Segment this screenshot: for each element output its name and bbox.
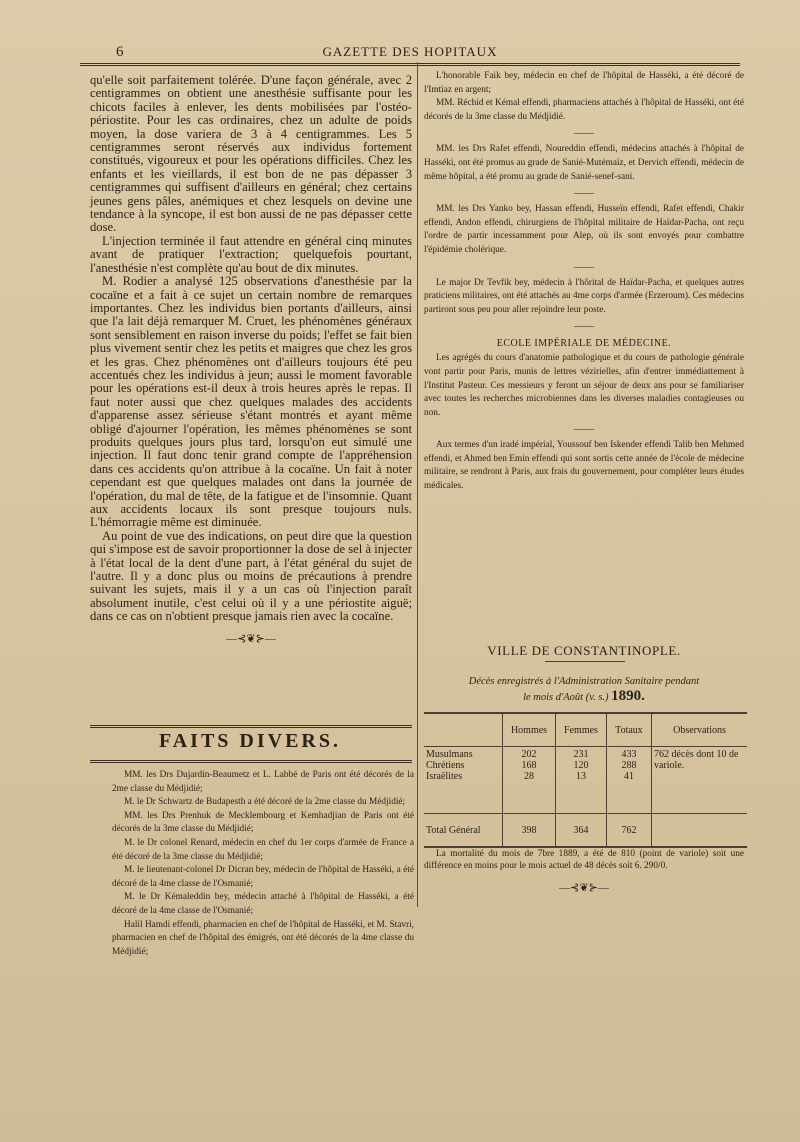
separator: —— bbox=[574, 261, 594, 273]
news-item: MM. Réchid et Kémal effendi, pharmaciens attachés à l'hôpital de Hasséki, ont été décorés de la 3me classe du Médjidié. bbox=[424, 98, 744, 122]
news-item: MM. les Drs Rafet effendi, Noureddin effendi, médecins attachés à l'hôpital de Hasséki, ont été promus au grade de Sanié-Mutémaïz, et Dervich effendi, médecin de même hôpital, a été promu au grade de Sanié-senef-sani. bbox=[424, 144, 744, 182]
section-rule bbox=[90, 725, 412, 728]
cell: 13 bbox=[576, 771, 586, 782]
separator: —— bbox=[574, 424, 594, 436]
total-femmes: 364 bbox=[556, 814, 607, 848]
left-column-article bbox=[90, 74, 412, 653]
cell: 120 bbox=[573, 760, 589, 771]
fleuron-ornament: —⊰❦⊱— bbox=[226, 632, 276, 645]
total-observations bbox=[652, 814, 748, 848]
cell: 202 bbox=[521, 749, 537, 760]
news-item: M. le Dr Schwartz de Budapesth a été décoré de la 2me classe du Médjidié; bbox=[124, 797, 406, 808]
label-musulmans: Musulmans bbox=[426, 749, 473, 760]
cell: 231 bbox=[573, 749, 589, 760]
journal-title: GAZETTE DES HOPITAUX bbox=[322, 44, 498, 59]
ecole-title: ECOLE IMPÉRIALE DE MÉDECINE. bbox=[496, 338, 672, 350]
news-item: Aux termes d'un iradé impérial, Youssouf ben Iskender effendi Talib ben Mehmed effendi, et Ahmed ben Emin effendi qui sont sortis cette année de l'école de médecine militaire, se rendront à Paris, aux frais du gouvernement, pour compléter leurs études médicales. bbox=[424, 440, 744, 492]
article-paragraph: L'injection terminée il faut attendre en général cinq minutes avant de pratiquer l'extraction; quelquefois pourtant, l'anesthésie n'est complète qu'au bout de dix minutes. bbox=[90, 233, 412, 275]
row-labels bbox=[424, 747, 503, 814]
table-header-blank bbox=[424, 713, 503, 747]
header-rule bbox=[80, 63, 740, 66]
total-hommes: 398 bbox=[503, 814, 556, 848]
news-item: M. le lieutenant-colonel Dr Dicran bey, médecin de l'hôpital de Hasséki, a été décoré de la 4me classe de l'Osmanié; bbox=[112, 865, 414, 889]
news-item: Halil Hamdi effendi, pharmacien en chef de l'hôpital de Hasséki, et M. Stavri, pharmacien en chef de l'hôpital des émigrés, ont été décorés de la 4me classe du Médjidié; bbox=[112, 919, 414, 957]
fleuron-ornament-2: —⊰❦⊱— bbox=[559, 882, 609, 894]
deces-subtitle bbox=[424, 674, 744, 705]
article-paragraph: qu'elle soit parfaitement tolérée. D'une façon générale, avec 2 centigrammes on obtient une anesthésie suffisante pour les chicots faciles à enlever, les dents mobilisées par l'ostéo-périostite. Pour les cas ordinaires, chez un adulte de poids moyen, la dose variera de 3 à 4 centigrammes. Les 5 centigrammes seront réservés aux individus fortement constitués, vigoureux et pour les opérations difficiles. Chez les enfants et les vieillards, il est bon de ne pas dépasser 3 centigrammes qui suffisent d'ailleurs en général; chez certains jeunes gens pâles, anémiques et chez lesquels on devine une tendance à la syncope, il est bon aussi de ne pas dépasser cette dose. bbox=[90, 73, 412, 235]
table-row bbox=[424, 747, 747, 814]
cell: 41 bbox=[624, 771, 634, 782]
ville-title: VILLE DE CONSTANTINOPLE. bbox=[487, 643, 681, 658]
separator: —— bbox=[574, 188, 594, 200]
faits-divers-title: FAITS DIVERS. bbox=[159, 730, 341, 752]
femmes-cells bbox=[556, 747, 607, 814]
subtitle-line: Décès enregistrés à l'Administration Sanitaire pendant bbox=[468, 676, 700, 687]
article-paragraph: Au point de vue des indications, on peut dire que la question qui s'impose est de savoir proportionner la dose de sel à injecter à l'état local de la dent d'une part, à l'état général du sujet de l'autre. Il y a donc plus ou moins de précautions à prendre suivant les sujets, mais il y a un cas où l'injection paraît absolument inutile, c'est celui où il y a une périostite aiguë; dans ce cas on n'obtient presque jamais rien avec la cocaïne. bbox=[90, 528, 412, 624]
table-header-hommes: Hommes bbox=[503, 713, 556, 747]
year: 1890. bbox=[611, 688, 645, 704]
separator: —— bbox=[574, 128, 594, 140]
cell: 288 bbox=[621, 760, 637, 771]
news-item: L'honorable Faik bey, médecin en chef de l'hôpital de Hasséki, a été décoré de l'Imtiaz en argent; bbox=[424, 71, 744, 95]
column-divider bbox=[417, 62, 418, 907]
news-item: Le major Dr Tevfik bey, médecin à l'hôrital de Haïdar-Pacha, et quelques autres praticiens militaires, ont été attachés au 4me corps d'armée (Erzeroum). Ces médecins partiront sous peu pour aller rejoindre leur poste. bbox=[424, 277, 744, 315]
totaux-cells bbox=[607, 747, 652, 814]
deaths-table bbox=[424, 712, 747, 848]
table-header-observations: Observations bbox=[652, 713, 748, 747]
table-header-row bbox=[424, 713, 747, 747]
faits-divers-body bbox=[112, 769, 414, 959]
news-item: M. le Dr colonel Renard, médecin en chef du 1er corps d'armée de France a été décoré de la 3me classe du Médjidié; bbox=[112, 837, 414, 862]
label-israelites: Israëlites bbox=[426, 771, 463, 782]
cell: 168 bbox=[521, 760, 537, 771]
hommes-cells bbox=[503, 747, 556, 814]
label-chretiens: Chrétiens bbox=[426, 760, 465, 771]
table-header-femmes: Femmes bbox=[556, 713, 607, 747]
news-item: MM. les Drs Dujardin-Beaumetz et L. Labbé de Paris ont été décorés de la 2me classe du Médjidié; bbox=[112, 770, 414, 794]
table-header-totaux: Totaux bbox=[607, 713, 652, 747]
cell: 433 bbox=[621, 749, 637, 760]
title-underline bbox=[545, 661, 625, 662]
news-item: MM. les Drs Prenhuk de Mecklembourg et Kemhadjian de Paris ont été décorés de la 3me classe du Médjidié; bbox=[112, 810, 414, 835]
article-paragraph: M. Rodier a analysé 125 observations d'anesthésie par la cocaïne et a fait à ce sujet un certain nombre de remarques importantes. Chez les individus bien portants d'ailleurs, ainsi que l'a lait déjà remarquer M. Cruet, les phénomènes généraux sont sensiblement en raison inverse du poids; l'effet se fait bien plus vivement sentir chez les petits et maigres que chez les gros et les gras. Chez phénomènes ont d'ailleurs toujours été peu accentués chez les individus à jeun; aussi le moment favorable pour les opérations est-il deux à trois heures après le repas. Il faut noter aussi que chez quelques malades des accidents d'apparense assez sérieuse s'étant montrés et ayant même obligé d'ajourner l'opération, les mêmes phénomènes se sont produits quelques jours plus tard, lorsqu'on eut simulé une injection. Il faut donc tenir grand compte de l'appréhension dans ces accidents qu'on attribue à la cocaïne. Un fait à noter cependant est que quelques malades ont dans la journée de l'opération, du mal de tête, de la fatigue et de l'insomnie. Quant aux accidents locaux ils sont presque toujours nuls. L'hémorragie même est diminuée. bbox=[90, 274, 412, 530]
news-item: M. le Dr Kémaleddin bey, médecin attaché à l'hôpital de Hasséki, a été décoré de la 4me classe de l'Osmanié; bbox=[112, 892, 414, 916]
observations-cell: 762 décès dont 10 de variole. bbox=[652, 747, 748, 814]
news-item: Les agrégés du cours d'anatomie pathologique et du cours de pathologie générale vont partir pour Paris, munis de lettres vézirielles, afin d'entrer immédiattement à l'Institut Pasteur. Ces messieurs y feront un séjour de deux ans pour se familiariser avec toutes les recherches microbiennes dans les diverses maladies contagieuses ou non. bbox=[424, 353, 744, 418]
total-label: Total Général bbox=[424, 814, 503, 848]
subtitle-text: le mois d'Août (v. s.) bbox=[523, 692, 609, 703]
mortalite-note bbox=[424, 849, 744, 872]
news-item: MM. les Drs Yanko bey, Hassan effendi, Husseïn effendi, Rafet effendi, Chakir effendi, Andon effendi, chirurgiens de l'hôpital militaire de Haïdar-Pacha, ont reçu l'ordre de partir incessamment pour Alep, où ils sont envoyés pour combattre l'épidémie cholérique. bbox=[424, 204, 744, 255]
total-totaux: 762 bbox=[607, 814, 652, 848]
page-number: 6 bbox=[116, 44, 124, 60]
mortalite-text: La mortalité du mois de 7bre 1889, a été de 810 (point de variole) soit une différence en moins pour le mois actuel de 48 décès soit 6. 290/0. bbox=[424, 849, 744, 871]
right-column-news bbox=[424, 70, 744, 494]
separator: —— bbox=[574, 321, 594, 333]
cell: 28 bbox=[524, 771, 534, 782]
section-rule bbox=[90, 760, 412, 763]
subtitle-line-2 bbox=[424, 689, 744, 705]
page-header bbox=[80, 44, 740, 64]
total-row bbox=[424, 814, 747, 848]
